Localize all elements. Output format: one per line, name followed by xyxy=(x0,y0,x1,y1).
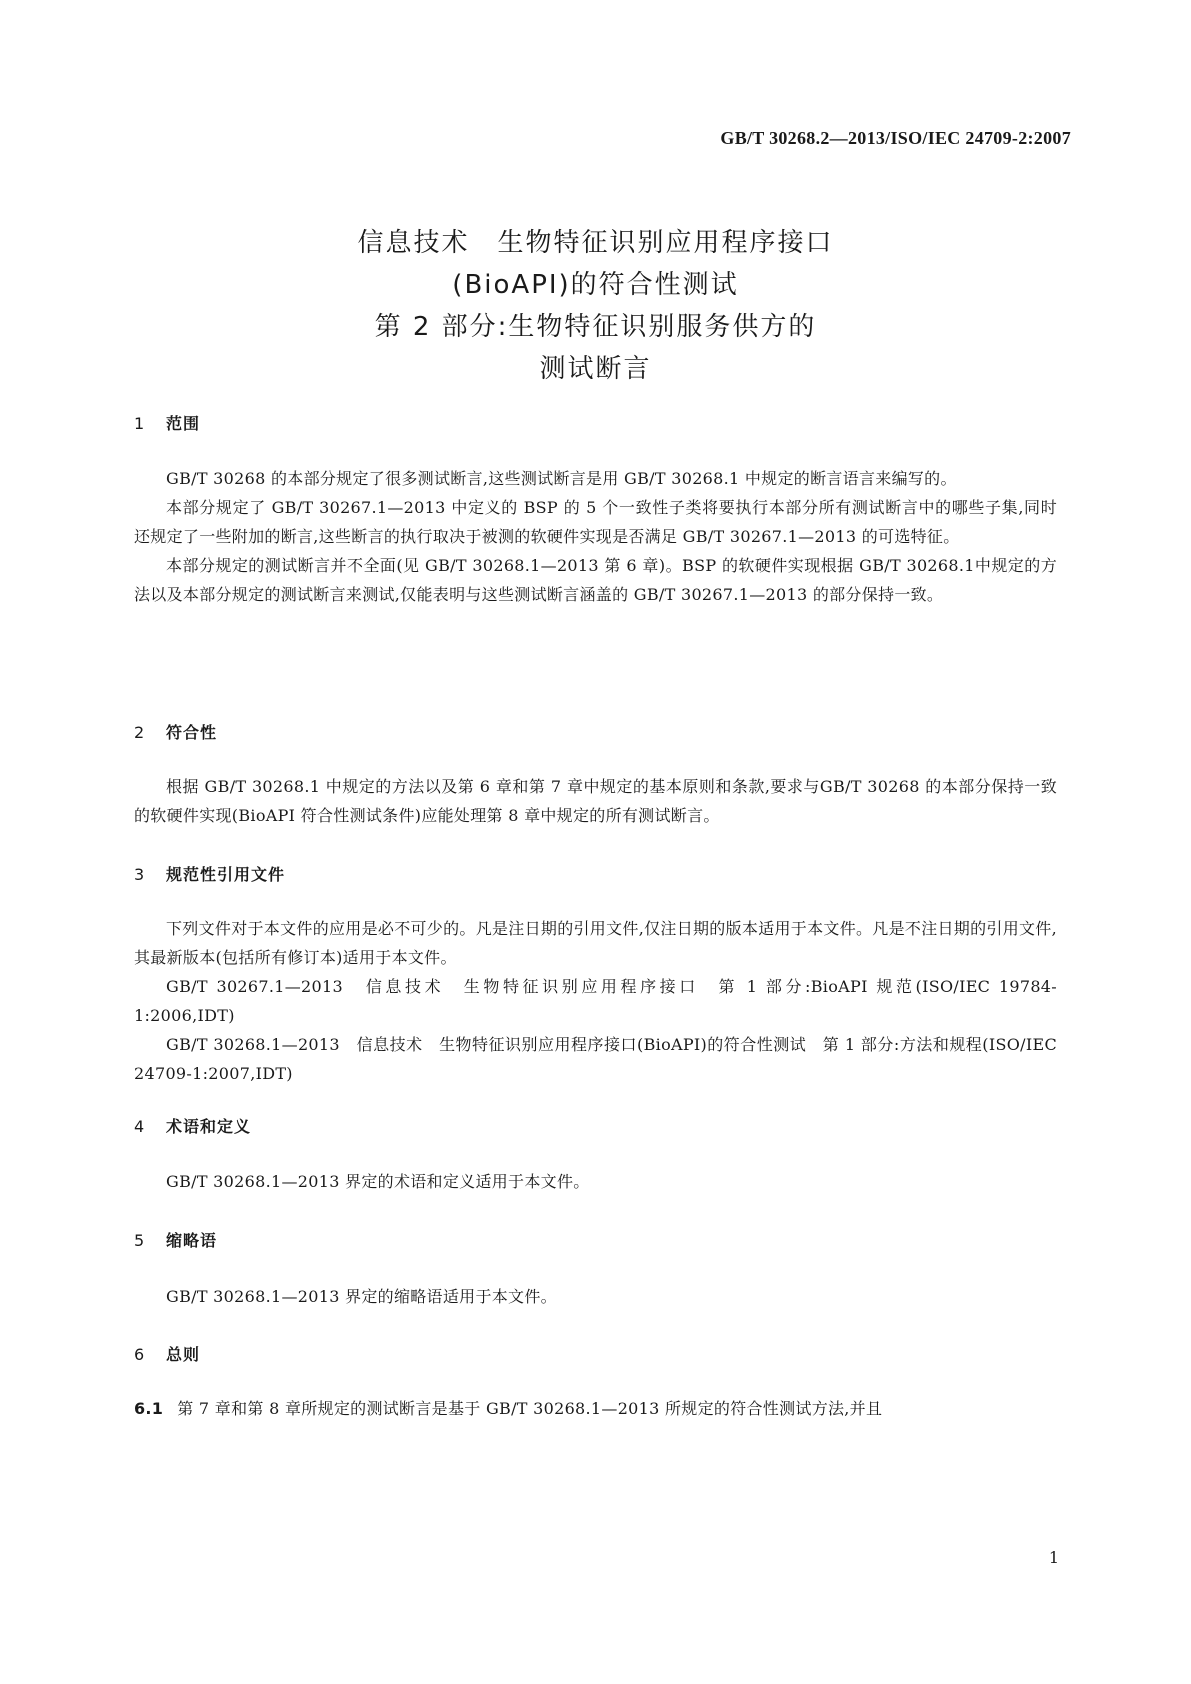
title-line-1: 信息技术 生物特征识别应用程序接口 xyxy=(357,228,834,258)
section-number: 4 xyxy=(134,1117,146,1136)
section-4-body xyxy=(134,1167,1057,1196)
title-line-3: 第 2 部分:生物特征识别服务供方的 xyxy=(374,312,817,342)
section-title: 规范性引用文件 xyxy=(166,865,286,884)
paragraph: 本部分规定的测试断言并不全面(见 GB/T 30268.1—2013 第 6 章)。BSP 的软硬件实现根据 GB/T 30268.1中规定的方法以及本部分规定的测试断言来测试,仅能表明与这些测试断言涵盖的 GB/T 30267.1—2013 的部分保持一致。 xyxy=(134,556,1057,604)
paragraph: 下列文件对于本文件的应用是必不可少的。凡是注日期的引用文件,仅注日期的版本适用于本文件。凡是不注日期的引用文件,其最新版本(包括所有修订本)适用于本文件。 xyxy=(134,919,1057,967)
section-number: 2 xyxy=(134,723,146,742)
clause-number: 6.1 xyxy=(134,1399,164,1418)
section-2-body xyxy=(134,772,1057,830)
section-number: 6 xyxy=(134,1345,146,1364)
title-line-4: 测试断言 xyxy=(539,354,652,384)
paragraph: 根据 GB/T 30268.1 中规定的方法以及第 6 章和第 7 章中规定的基本原则和条款,要求与GB/T 30268 的本部分保持一致的软硬件实现(BioAPI 符合性测试条件)应能处理第 8 章中规定的所有测试断言。 xyxy=(134,777,1057,825)
section-number: 3 xyxy=(134,865,146,884)
paragraph: GB/T 30268 的本部分规定了很多测试断言,这些测试断言是用 GB/T 30268.1 中规定的断言语言来编写的。 xyxy=(166,469,957,488)
document-title xyxy=(0,222,1191,390)
clause-text: 第 7 章和第 8 章所规定的测试断言是基于 GB/T 30268.1—2013 所规定的符合性测试方法,并且 xyxy=(177,1399,883,1418)
section-5-heading xyxy=(134,1228,217,1251)
section-2-heading xyxy=(134,720,217,743)
reference-entry: GB/T 30267.1—2013 信息技术 生物特征识别应用程序接口 第 1 部分:BioAPI 规范(ISO/IEC 19784-1:2006,IDT) xyxy=(134,977,1057,1025)
section-6-heading xyxy=(134,1342,200,1365)
section-4-heading xyxy=(134,1114,251,1137)
clause-6-1 xyxy=(134,1394,1057,1423)
section-3-body xyxy=(134,914,1057,1088)
page-number: 1 xyxy=(1048,1548,1059,1567)
reference-entry: GB/T 30268.1—2013 信息技术 生物特征识别应用程序接口(BioAPI)的符合性测试 第 1 部分:方法和规程(ISO/IEC 24709-1:2007,IDT) xyxy=(134,1035,1057,1083)
section-title: 范围 xyxy=(166,414,201,433)
section-number: 5 xyxy=(134,1231,146,1250)
section-title: 符合性 xyxy=(166,723,218,742)
paragraph: 本部分规定了 GB/T 30267.1—2013 中定义的 BSP 的 5 个一致性子类将要执行本部分所有测试断言中的哪些子集,同时还规定了一些附加的断言,这些断言的执行取决于被测的软硬件实现是否满足 GB/T 30267.1—2013 的可选特征。 xyxy=(134,498,1057,546)
section-5-body xyxy=(134,1282,1057,1311)
title-line-2: (BioAPI)的符合性测试 xyxy=(452,270,739,300)
section-title: 术语和定义 xyxy=(166,1117,252,1136)
section-1-heading xyxy=(134,411,200,434)
section-title: 总则 xyxy=(166,1345,201,1364)
section-3-heading xyxy=(134,862,285,885)
section-1-body xyxy=(134,464,1057,609)
standard-code: GB/T 30268.2—2013/ISO/IEC 24709-2:2007 xyxy=(720,128,1071,148)
paragraph: GB/T 30268.1—2013 界定的术语和定义适用于本文件。 xyxy=(166,1172,590,1191)
paragraph: GB/T 30268.1—2013 界定的缩略语适用于本文件。 xyxy=(166,1287,557,1306)
section-number: 1 xyxy=(134,414,146,433)
section-title: 缩略语 xyxy=(166,1231,218,1250)
